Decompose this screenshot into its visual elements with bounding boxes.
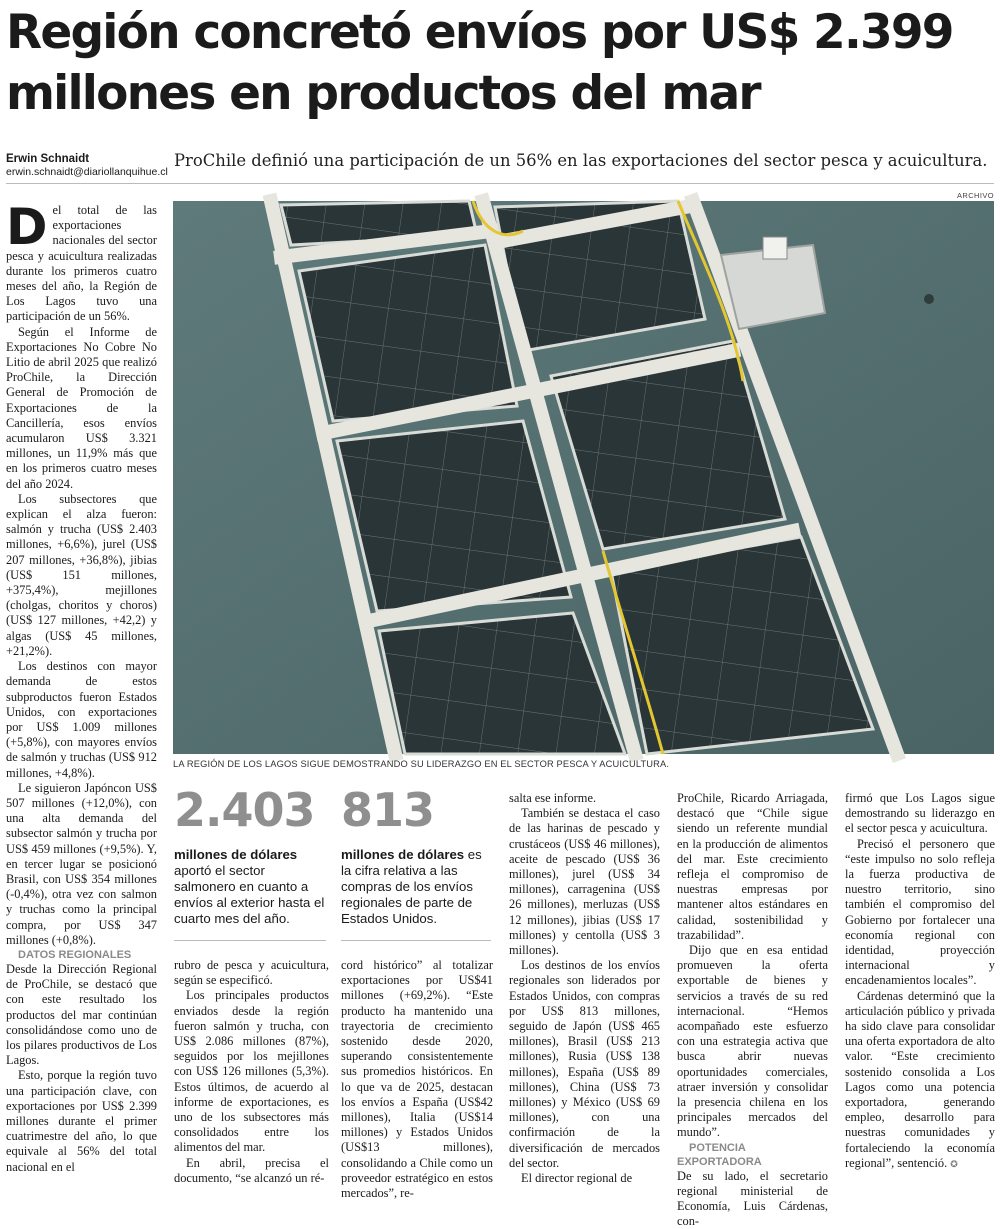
- paragraph: Le siguieron Japóncon US$ 507 millones (+12,0%), con una alta demanda del subsector salmón y trucha por US$ 459 millones (+9,5%). Y, en tercer lugar se posicionó Brasil, con US$ 354 millones (-0,4%), otra vez con salmon y truchas como la principal compra, por US$ 347 millones (+0,8%).: [6, 780, 157, 947]
- paragraph: Desde la Dirección Regional de ProChile, se destacó que con este resultado los productos del mar continúan consolidándose como uno de los pilares productivos de Los Lagos.: [6, 961, 157, 1068]
- stat-description: millones de dólares aportó el sector salmonero en cuanto a envíos al exterior hasta el cuarto mes del año.: [174, 847, 325, 926]
- stat-description: millones de dólares es la cifra relativa a las compras de los envíos regionales de parte de Estados Unidos.: [341, 847, 482, 926]
- photo-caption: LA REGIÓN DE LOS LAGOS SIGUE DEMOSTRANDO SU LIDERAZGO EN EL SECTOR PESCA Y ACUICULTURA.: [173, 759, 670, 769]
- paragraph: Dijo que en esa entidad promueven la oferta exportable de bienes y servicios a través de su red internacional. “Hemos acompañado este esfuerzo con una estrategia activa que busca abrir nuevas oportunidades comerciales, atraer inversión y consolidar la presencia chilena en los principales mercados del mundo”.: [677, 943, 828, 1140]
- divider: [6, 183, 994, 184]
- headline: Región concretó envíos por US$ 2.399 millones en productos del mar: [6, 5, 953, 121]
- stat-us-purchases: [341, 783, 491, 927]
- paragraph: ProChile, Ricardo Arriagada, destacó que “Chile sigue siendo un referente mundial en la producción de alimentos del mar. Este crecimiento refleja el compromiso de nuestras empresas por mantener altos estándares en calidad, sostenibilidad y trazabilidad”.: [677, 791, 828, 942]
- paragraph: cord histórico” al totalizar exportaciones por US$41 millones (+69,2%). “Este producto ha mantenido una trayectoria de crecimiento sostenido desde 2020, superando consistentemente sus promedios históricos. En lo que va de 2025, destacan los envíos a España (US$42 millones), Italia (US$14 millones) y Estados Unidos (US$13 millones), consolidando a Chile como un proveedor estratégico en estos mercados”, re-: [341, 958, 493, 1201]
- article-column-1: [6, 198, 157, 1213]
- article-column-5: [677, 791, 828, 1229]
- paragraph: También se destaca el caso de las harinas de pescado y crustáceos (US$ 46 millones), aceite de pescado (US$ 36 millones), jurel (US$ 34 millones), carragenina (US$ 26 millones), merluzas (US$ 12 millones), jibias (US$ 17 millones) y centolla (US$ 3 millones).: [509, 806, 660, 958]
- paragraph: Precisó el personero que “este impulso no solo refleja la fuerza productiva de nuestro territorio, sino también el compromiso del Gobierno por fortalecer una economía regional con identidad, proyección internacional y encadenamientos locales”.: [845, 836, 995, 988]
- paragraph: rubro de pesca y acuicultura, según se especificó.: [174, 958, 329, 988]
- stat-salmon-exports: [174, 783, 326, 927]
- paragraph: Según el Informe de Exportaciones No Cobre No Litio de abril 2025 que realizó ProChile, la Dirección General de Promoción de Exportaciones de la Cancillería, esos envíos acumularon US$ 3.321 millones, un 11,9% más que en los primeros cuatro meses del año 2024.: [6, 324, 157, 491]
- stat-value: 2.403: [174, 783, 315, 837]
- stat-divider: [341, 940, 491, 941]
- paragraph: Los destinos con mayor demanda de estos subproductos fueron Estados Unidos, con exportaciones por US$ 1.009 millones (+5,8%), con mayores envíos de salmón y truchas (US$ 912 millones, +4,8%).: [6, 659, 157, 780]
- salmon-farm-photo: [173, 201, 994, 754]
- paragraph: Esto, porque la región tuvo una participación clave, con exportaciones por US$ 2.399 millones durante el primer cuatrimestre del año, lo que equivale al 56% del total nacional en el: [6, 1068, 157, 1174]
- byline: [6, 153, 176, 179]
- paragraph: Los subsectores que explican el alza fueron: salmón y trucha (US$ 2.403 millones, +6,6%), jurel (US$ 207 millones, +36,8%), jibias (US$ 151 millones, +375,4%), mejillones (cholgas, choritos y choros) (US$ 127 millones, +42,2) y algas (US$ 45 millones, +21,2%).: [6, 491, 157, 658]
- paragraph: Los principales productos enviados desde la región fueron salmón y trucha, con US$ 2.086 millones (87%), seguidos por los mejillones con US$ 126 millones (5,3%). Estos últimos, de acuerdo al informe de exportaciones, es uno de los subsectores más consolidados entre los alimentos del mar.: [174, 988, 329, 1155]
- drop-cap: D: [6, 198, 48, 256]
- paragraph: Cárdenas determinó que la articulación público y privada ha sido clave para consolidar una oferta exportadora de alto valor. “Este crecimiento sostenido consolida a Los Lagos como una potencia exportadora, generando empleo, desarrollo para nuestras comunidades y fortaleciendo la economía regional”, sentenció. ✪: [845, 988, 995, 1170]
- stat-divider: [174, 940, 326, 941]
- article-column-4: [509, 791, 660, 1213]
- subheadline: ProChile definió una participación de un 56% en las exportaciones del sector pesca y acuicultura.: [174, 151, 988, 170]
- end-of-article-icon: ✪: [950, 1159, 958, 1170]
- paragraph: El director regional de: [521, 1171, 633, 1186]
- author-email[interactable]: erwin.schnaidt@diariollanquihue.cl: [6, 166, 168, 178]
- paragraph: En abril, precisa el documento, “se alcanzó un ré-: [174, 1155, 329, 1185]
- aerial-fish-farm-illustration: [173, 201, 994, 754]
- author-name: Erwin Schnaidt: [6, 153, 90, 165]
- section-heading-datos-regionales: DATOS REGIONALES: [18, 948, 132, 961]
- paragraph: De su lado, el secretario regional ministerial de Economía, Luis Cárdenas, con-: [677, 1168, 828, 1229]
- paragraph: firmó que Los Lagos sigue demostrando su liderazgo en el sector pesca y acuicultura.: [845, 791, 995, 836]
- paragraph: Los destinos de los envíos regionales son liderados por Estados Unidos, con compras por US$ 813 millones, seguido de Japón (US$ 465 millones), Brasil (US$ 213 millones), Rusia (US$ 138 millones), España (US$ 89 millones), China (US$ 73 millones) y México (US$ 69 millones), con una confirmación de la diversificación de mercados del sector.: [509, 958, 660, 1170]
- stat-value: 813: [341, 783, 435, 837]
- article-column-2: [174, 958, 329, 1213]
- paragraph: salta ese informe.: [509, 791, 597, 805]
- section-heading-potencia-exportadora: POTENCIA EXPORTADORA: [677, 1141, 762, 1168]
- lead-paragraph: Del total de las exportaciones nacionales del sector pesca y acuicultura realizadas durante los primeros cuatro meses del año, la Región de Los Lagos tuvo una participación de un 56%.: [6, 198, 157, 324]
- article-column-3: [341, 958, 493, 1213]
- article-column-6: [845, 791, 995, 1213]
- photo-credit: ARCHIVO: [957, 191, 994, 200]
